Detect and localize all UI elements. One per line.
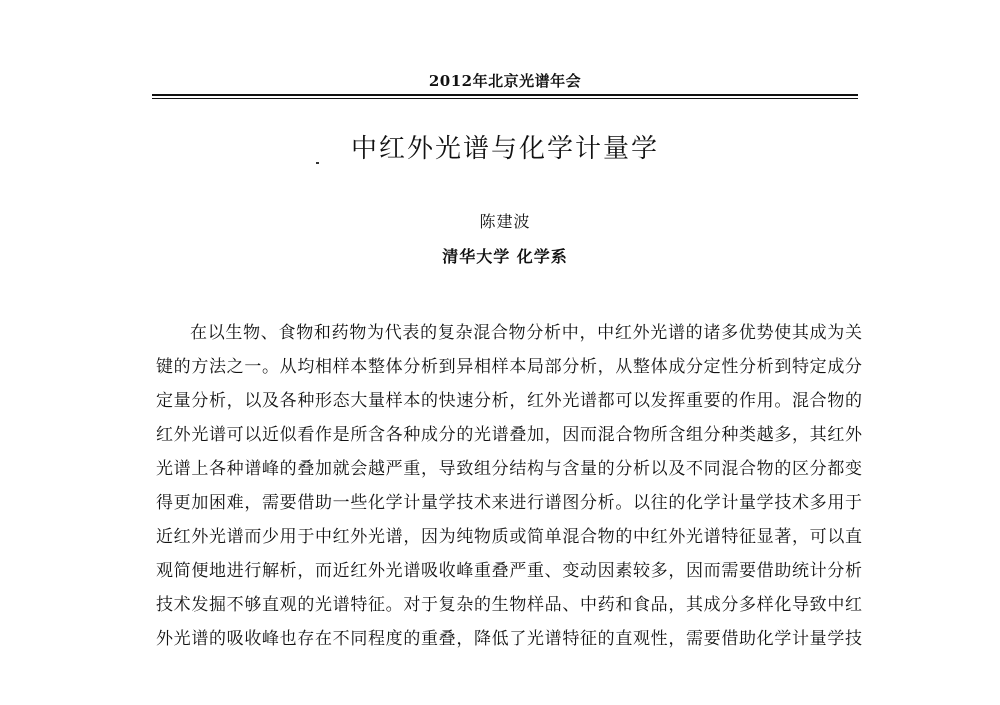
body-line: 在以生物、食物和药物为代表的复杂混合物分析中，中红外光谱的诸多优势使其成为关 [190, 323, 862, 343]
header-rule [152, 94, 858, 96]
body-line: 光谱上各种谱峰的叠加就会越严重，导致组分结构与含量的分析以及不同混合物的区分都变 [156, 459, 862, 479]
body-line: 观简便地进行解析，而近红外光谱吸收峰重叠严重、变动因素较多，因而需要借助统计分析 [156, 561, 862, 581]
author-affiliation: 清华大学 化学系 [442, 247, 568, 266]
header-rule-thin [152, 98, 858, 99]
body-line: 定量分析，以及各种形态大量样本的快速分析，红外光谱都可以发挥重要的作用。混合物的 [156, 391, 862, 411]
body-paragraph [156, 316, 862, 656]
author-name: 陈建波 [479, 212, 531, 231]
body-line: 近红外光谱而少用于中红外光谱，因为纯物质或简单混合物的中红外光谱特征显著，可以直 [156, 527, 862, 547]
body-line: 外光谱的吸收峰也存在不同程度的重叠，降低了光谱特征的直观性，需要借助化学计量学技 [156, 629, 862, 649]
article-title: 中红外光谱与化学计量学 [350, 134, 659, 164]
body-line: 得更加困难，需要借助一些化学计量学技术来进行谱图分析。以往的化学计量学技术多用于 [156, 493, 862, 513]
body-line: 红外光谱可以近似看作是所含各种成分的光谱叠加，因而混合物所含组分种类越多，其红外 [156, 425, 862, 445]
body-line: 技术发掘不够直观的光谱特征。对于复杂的生物样品、中药和食品，其成分多样化导致中红 [156, 595, 862, 615]
scan-mark [316, 162, 319, 164]
running-header: 2012年北京光谱年会 [428, 72, 582, 90]
body-line: 键的方法之一。从均相样本整体分析到异相样本局部分析，从整体成分定性分析到特定成分 [156, 357, 862, 377]
